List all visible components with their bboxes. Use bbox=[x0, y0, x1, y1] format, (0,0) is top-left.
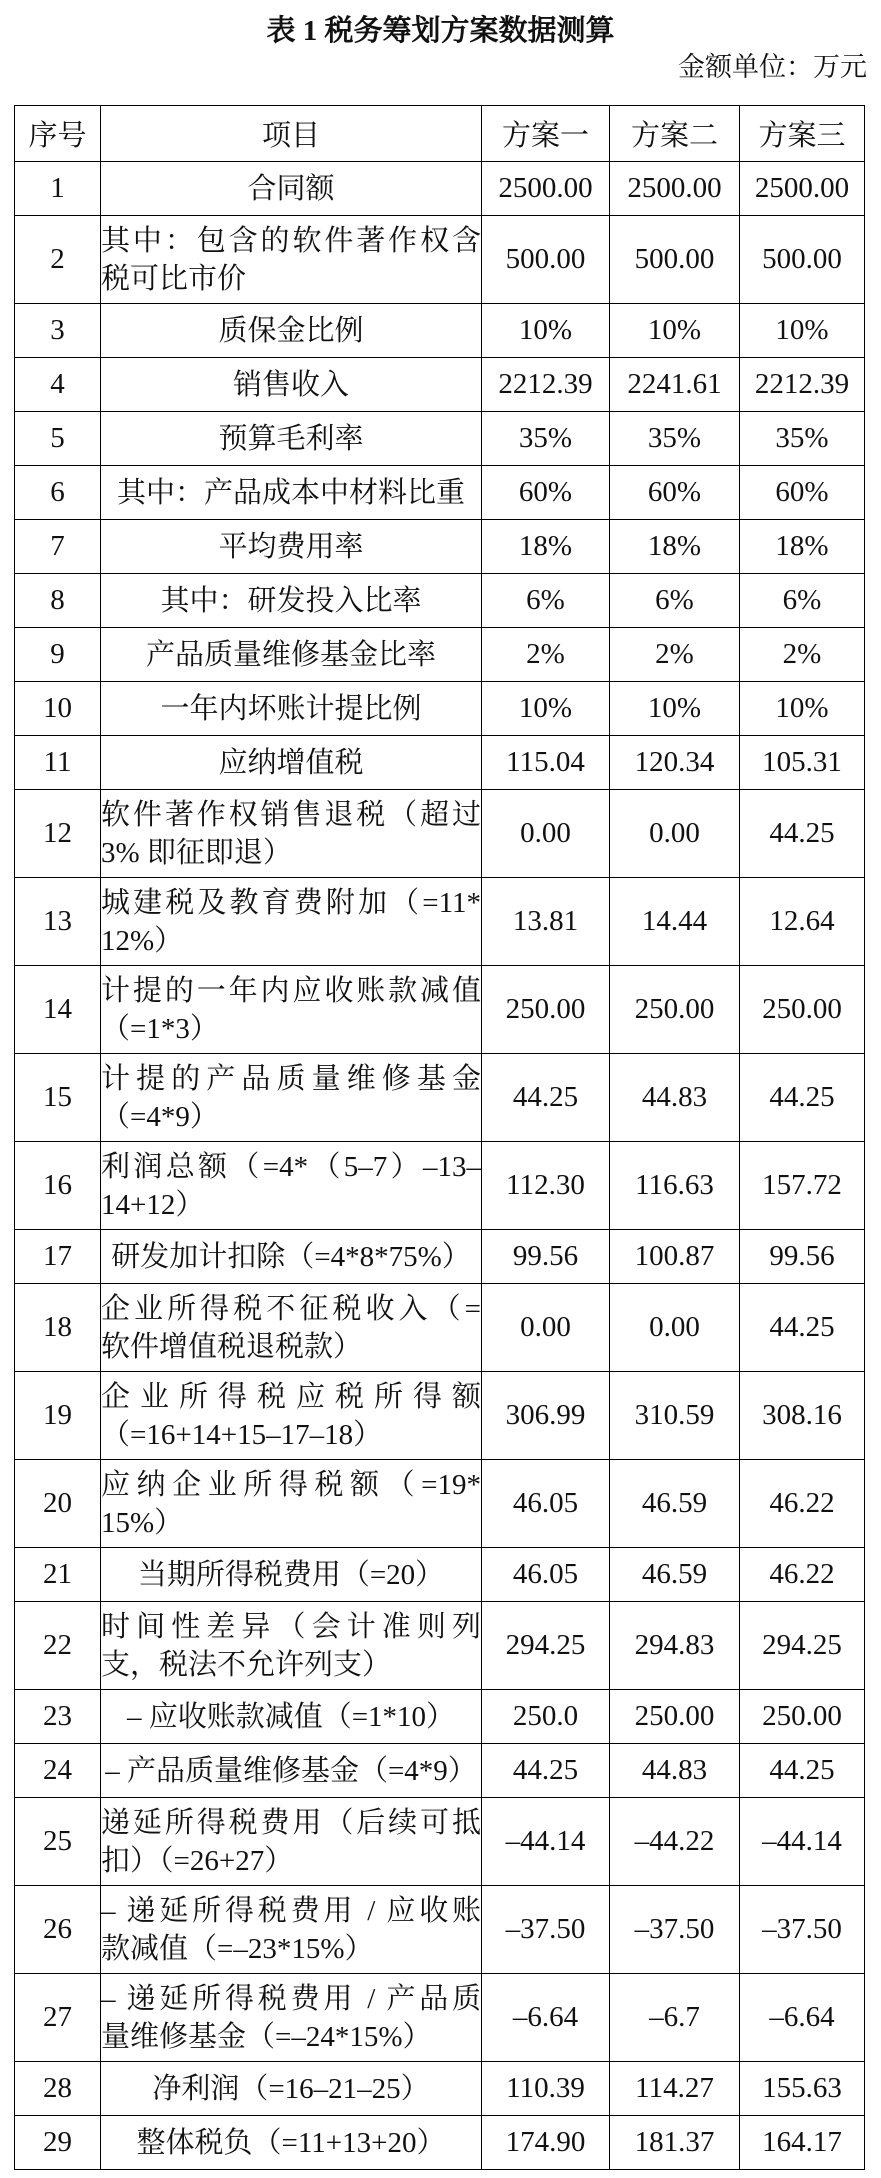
item-text-line: 企业所得税不征税收入（= bbox=[101, 1292, 481, 1325]
plan-2-value-cell: 10% bbox=[610, 682, 740, 736]
row-number-cell: 1 bbox=[15, 162, 101, 216]
plan-2-value-cell: –6.7 bbox=[610, 1974, 740, 2062]
table-row bbox=[15, 1054, 865, 1142]
plan-3-value-cell: 2500.00 bbox=[740, 162, 865, 216]
item-cell bbox=[101, 1974, 482, 2062]
row-number-cell: 23 bbox=[15, 1690, 101, 1744]
item-cell bbox=[101, 466, 482, 520]
row-number-cell: 26 bbox=[15, 1886, 101, 1974]
item-cell bbox=[101, 1744, 482, 1798]
item-cell bbox=[101, 1054, 482, 1142]
table-row bbox=[15, 1602, 865, 1690]
item-cell bbox=[101, 1230, 482, 1284]
item-text-line: 支，税法不允许列支） bbox=[101, 1648, 392, 1681]
item-text-line: 平均费用率 bbox=[218, 530, 364, 563]
row-number-cell: 4 bbox=[15, 358, 101, 412]
item-text-line: 应纳企业所得税额（=19* bbox=[101, 1468, 481, 1501]
plan-2-value-cell: –37.50 bbox=[610, 1886, 740, 1974]
plan-2-value-cell: 116.63 bbox=[610, 1142, 740, 1230]
row-number-cell: 24 bbox=[15, 1744, 101, 1798]
item-cell bbox=[101, 1798, 482, 1886]
plan-3-value-cell: 2% bbox=[740, 628, 865, 682]
plan-1-value-cell: 110.39 bbox=[482, 2062, 610, 2116]
item-text-line: – 递延所得税费用 / 产品质 bbox=[101, 1982, 481, 2015]
plan-1-value-cell: 18% bbox=[482, 520, 610, 574]
row-number-cell: 12 bbox=[15, 790, 101, 878]
plan-1-value-cell: 13.81 bbox=[482, 878, 610, 966]
table-row bbox=[15, 1744, 865, 1798]
row-number-cell: 2 bbox=[15, 216, 101, 304]
table-row bbox=[15, 2116, 865, 2170]
plan-1-value-cell: 115.04 bbox=[482, 736, 610, 790]
item-text-line: 计提的一年内应收账款减值 bbox=[101, 974, 481, 1007]
plan-3-value-cell: 500.00 bbox=[740, 216, 865, 304]
plan-2-value-cell: 250.00 bbox=[610, 966, 740, 1054]
item-text-line: 其中：产品成本中材料比重 bbox=[116, 476, 465, 509]
plan-3-value-cell: 35% bbox=[740, 412, 865, 466]
plan-2-value-cell: 44.83 bbox=[610, 1054, 740, 1142]
item-text-line: （=1*3） bbox=[101, 1012, 219, 1045]
row-number-cell: 20 bbox=[15, 1460, 101, 1548]
plan-3-value-cell: 250.00 bbox=[740, 1690, 865, 1744]
plan-3-value-cell: 60% bbox=[740, 466, 865, 520]
table-row bbox=[15, 1690, 865, 1744]
plan-3-value-cell: 164.17 bbox=[740, 2116, 865, 2170]
item-text-line: 14+12） bbox=[101, 1188, 205, 1221]
row-number-cell: 27 bbox=[15, 1974, 101, 2062]
plan-1-value-cell: 10% bbox=[482, 304, 610, 358]
table-row bbox=[15, 1230, 865, 1284]
item-text-line: （=16+14+15–17–18） bbox=[101, 1418, 383, 1451]
table-row bbox=[15, 520, 865, 574]
item-text-line: 销售收入 bbox=[232, 368, 349, 401]
plan-3-value-cell: –6.64 bbox=[740, 1974, 865, 2062]
table-row bbox=[15, 1886, 865, 1974]
table-row bbox=[15, 1372, 865, 1460]
plan-2-value-cell: 46.59 bbox=[610, 1548, 740, 1602]
tax-planning-table bbox=[14, 105, 865, 2170]
row-number-cell: 13 bbox=[15, 878, 101, 966]
plan-2-value-cell: 6% bbox=[610, 574, 740, 628]
item-cell bbox=[101, 574, 482, 628]
plan-3-value-cell: 46.22 bbox=[740, 1460, 865, 1548]
plan-2-value-cell: 120.34 bbox=[610, 736, 740, 790]
header-plan-2: 方案二 bbox=[610, 106, 740, 162]
item-cell bbox=[101, 1460, 482, 1548]
plan-2-value-cell: 294.83 bbox=[610, 1602, 740, 1690]
plan-2-value-cell: 0.00 bbox=[610, 790, 740, 878]
table-header-row bbox=[15, 106, 865, 162]
plan-3-value-cell: 44.25 bbox=[740, 1284, 865, 1372]
plan-2-value-cell: 500.00 bbox=[610, 216, 740, 304]
item-text-line: 税可比市价 bbox=[101, 262, 247, 295]
table-row bbox=[15, 628, 865, 682]
plan-1-value-cell: 500.00 bbox=[482, 216, 610, 304]
header-plan-3: 方案三 bbox=[740, 106, 865, 162]
header-plan-1: 方案一 bbox=[482, 106, 610, 162]
item-cell bbox=[101, 790, 482, 878]
plan-1-value-cell: 60% bbox=[482, 466, 610, 520]
row-number-cell: 19 bbox=[15, 1372, 101, 1460]
plan-1-value-cell: 306.99 bbox=[482, 1372, 610, 1460]
plan-2-value-cell: 35% bbox=[610, 412, 740, 466]
plan-3-value-cell: 105.31 bbox=[740, 736, 865, 790]
row-number-cell: 11 bbox=[15, 736, 101, 790]
item-cell bbox=[101, 1690, 482, 1744]
item-text-line: 量维修基金（=–24*15%） bbox=[101, 2020, 432, 2053]
plan-1-value-cell: 2212.39 bbox=[482, 358, 610, 412]
item-cell bbox=[101, 2062, 482, 2116]
item-text-line: 研发加计扣除（=4*8*75%） bbox=[111, 1240, 471, 1273]
item-text-line: – 递延所得税费用 / 应收账 bbox=[101, 1894, 481, 1927]
header-item: 项目 bbox=[101, 106, 482, 162]
plan-3-value-cell: –44.14 bbox=[740, 1798, 865, 1886]
item-text-line: – 产品质量维修基金（=4*9） bbox=[105, 1754, 477, 1787]
item-cell bbox=[101, 520, 482, 574]
item-text-line: 净利润（=16–21–25） bbox=[152, 2072, 430, 2105]
item-text-line: 款减值（=–23*15%） bbox=[101, 1932, 374, 1965]
row-number-cell: 7 bbox=[15, 520, 101, 574]
item-cell bbox=[101, 216, 482, 304]
plan-3-value-cell: 6% bbox=[740, 574, 865, 628]
item-cell bbox=[101, 1886, 482, 1974]
plan-2-value-cell: 60% bbox=[610, 466, 740, 520]
plan-1-value-cell: 250.0 bbox=[482, 1690, 610, 1744]
table-row bbox=[15, 574, 865, 628]
table-row bbox=[15, 358, 865, 412]
table-row bbox=[15, 966, 865, 1054]
row-number-cell: 25 bbox=[15, 1798, 101, 1886]
row-number-cell: 16 bbox=[15, 1142, 101, 1230]
row-number-cell: 29 bbox=[15, 2116, 101, 2170]
item-cell bbox=[101, 966, 482, 1054]
row-number-cell: 5 bbox=[15, 412, 101, 466]
plan-2-value-cell: 181.37 bbox=[610, 2116, 740, 2170]
plan-1-value-cell: 44.25 bbox=[482, 1054, 610, 1142]
item-text-line: 递延所得税费用（后续可抵 bbox=[101, 1806, 481, 1839]
plan-1-value-cell: 0.00 bbox=[482, 790, 610, 878]
item-text-line: （=4*9） bbox=[101, 1100, 219, 1133]
plan-1-value-cell: –44.14 bbox=[482, 1798, 610, 1886]
item-cell bbox=[101, 682, 482, 736]
plan-1-value-cell: 112.30 bbox=[482, 1142, 610, 1230]
plan-1-value-cell: 2% bbox=[482, 628, 610, 682]
item-text-line: 城建税及教育费附加（=11* bbox=[101, 886, 481, 919]
item-cell bbox=[101, 1142, 482, 1230]
plan-3-value-cell: 44.25 bbox=[740, 1744, 865, 1798]
table-body bbox=[15, 162, 865, 2170]
row-number-cell: 15 bbox=[15, 1054, 101, 1142]
item-text-line: 预算毛利率 bbox=[218, 422, 364, 455]
item-cell bbox=[101, 1284, 482, 1372]
plan-2-value-cell: 0.00 bbox=[610, 1284, 740, 1372]
item-text-line: 利润总额（=4*（5–7）–13– bbox=[101, 1150, 481, 1183]
item-text-line: 时间性差异（会计准则列 bbox=[101, 1610, 481, 1643]
item-text-line: 一年内坏账计提比例 bbox=[160, 692, 422, 725]
table-row bbox=[15, 1974, 865, 2062]
plan-3-value-cell: 155.63 bbox=[740, 2062, 865, 2116]
plan-1-value-cell: 44.25 bbox=[482, 1744, 610, 1798]
table-row bbox=[15, 1798, 865, 1886]
row-number-cell: 22 bbox=[15, 1602, 101, 1690]
table-row bbox=[15, 1284, 865, 1372]
plan-1-value-cell: 99.56 bbox=[482, 1230, 610, 1284]
plan-3-value-cell: 18% bbox=[740, 520, 865, 574]
row-number-cell: 3 bbox=[15, 304, 101, 358]
table-row bbox=[15, 736, 865, 790]
table-row bbox=[15, 1460, 865, 1548]
item-text-line: – 应收账款减值（=1*10） bbox=[126, 1700, 456, 1733]
item-text-line: 当期所得税费用（=20） bbox=[137, 1558, 445, 1591]
plan-3-value-cell: 308.16 bbox=[740, 1372, 865, 1460]
item-cell bbox=[101, 1372, 482, 1460]
plan-2-value-cell: 14.44 bbox=[610, 878, 740, 966]
plan-1-value-cell: 2500.00 bbox=[482, 162, 610, 216]
plan-2-value-cell: 100.87 bbox=[610, 1230, 740, 1284]
plan-1-value-cell: 10% bbox=[482, 682, 610, 736]
item-text-line: 企业所得税应税所得额 bbox=[101, 1380, 481, 1413]
table-row bbox=[15, 412, 865, 466]
item-cell bbox=[101, 412, 482, 466]
plan-1-value-cell: 250.00 bbox=[482, 966, 610, 1054]
unit-note: 金额单位：万元 bbox=[678, 52, 867, 82]
plan-2-value-cell: 250.00 bbox=[610, 1690, 740, 1744]
item-text-line: 计提的产品质量维修基金 bbox=[101, 1062, 481, 1095]
plan-1-value-cell: 46.05 bbox=[482, 1548, 610, 1602]
plan-2-value-cell: 18% bbox=[610, 520, 740, 574]
plan-3-value-cell: 294.25 bbox=[740, 1602, 865, 1690]
item-text-line: 产品质量维修基金比率 bbox=[145, 638, 436, 671]
plan-2-value-cell: –44.22 bbox=[610, 1798, 740, 1886]
plan-1-value-cell: –6.64 bbox=[482, 1974, 610, 2062]
item-text-line: 12%） bbox=[101, 924, 184, 957]
item-cell bbox=[101, 162, 482, 216]
item-text-line: 3% 即征即退） bbox=[101, 836, 292, 869]
item-cell bbox=[101, 878, 482, 966]
table-row bbox=[15, 162, 865, 216]
plan-3-value-cell: 10% bbox=[740, 682, 865, 736]
item-text-line: 质保金比例 bbox=[218, 314, 364, 347]
row-number-cell: 6 bbox=[15, 466, 101, 520]
table-title: 表 1 税务筹划方案数据测算 bbox=[266, 15, 615, 47]
plan-3-value-cell: 157.72 bbox=[740, 1142, 865, 1230]
table-row bbox=[15, 790, 865, 878]
item-text-line: 其中：研发投入比率 bbox=[160, 584, 422, 617]
plan-2-value-cell: 2241.61 bbox=[610, 358, 740, 412]
item-cell bbox=[101, 358, 482, 412]
plan-1-value-cell: 294.25 bbox=[482, 1602, 610, 1690]
item-cell bbox=[101, 1602, 482, 1690]
plan-1-value-cell: 174.90 bbox=[482, 2116, 610, 2170]
plan-3-value-cell: –37.50 bbox=[740, 1886, 865, 1974]
item-text-line: 15%） bbox=[101, 1506, 184, 1539]
plan-1-value-cell: –37.50 bbox=[482, 1886, 610, 1974]
plan-3-value-cell: 44.25 bbox=[740, 1054, 865, 1142]
plan-3-value-cell: 99.56 bbox=[740, 1230, 865, 1284]
table-row bbox=[15, 1142, 865, 1230]
plan-2-value-cell: 46.59 bbox=[610, 1460, 740, 1548]
item-text-line: 软件增值税退税款） bbox=[101, 1330, 363, 1363]
plan-3-value-cell: 2212.39 bbox=[740, 358, 865, 412]
plan-2-value-cell: 2500.00 bbox=[610, 162, 740, 216]
table-row bbox=[15, 682, 865, 736]
plan-1-value-cell: 0.00 bbox=[482, 1284, 610, 1372]
plan-3-value-cell: 44.25 bbox=[740, 790, 865, 878]
item-text-line: 其中：包含的软件著作权含 bbox=[101, 224, 481, 257]
item-cell bbox=[101, 1548, 482, 1602]
item-text-line: 扣）（=26+27） bbox=[101, 1844, 294, 1877]
plan-2-value-cell: 2% bbox=[610, 628, 740, 682]
row-number-cell: 28 bbox=[15, 2062, 101, 2116]
item-text-line: 应纳增值税 bbox=[218, 746, 364, 779]
item-cell bbox=[101, 628, 482, 682]
item-cell bbox=[101, 304, 482, 358]
table-row bbox=[15, 216, 865, 304]
table-row bbox=[15, 878, 865, 966]
plan-3-value-cell: 250.00 bbox=[740, 966, 865, 1054]
item-cell bbox=[101, 2116, 482, 2170]
plan-2-value-cell: 10% bbox=[610, 304, 740, 358]
item-text-line: 整体税负（=11+13+20） bbox=[136, 2126, 446, 2159]
plan-2-value-cell: 44.83 bbox=[610, 1744, 740, 1798]
table-row bbox=[15, 2062, 865, 2116]
plan-1-value-cell: 35% bbox=[482, 412, 610, 466]
row-number-cell: 8 bbox=[15, 574, 101, 628]
header-row-number: 序号 bbox=[15, 106, 101, 162]
row-number-cell: 10 bbox=[15, 682, 101, 736]
item-cell bbox=[101, 736, 482, 790]
table-row bbox=[15, 466, 865, 520]
plan-3-value-cell: 10% bbox=[740, 304, 865, 358]
row-number-cell: 9 bbox=[15, 628, 101, 682]
plan-1-value-cell: 46.05 bbox=[482, 1460, 610, 1548]
plan-2-value-cell: 310.59 bbox=[610, 1372, 740, 1460]
item-text-line: 软件著作权销售退税（超过 bbox=[101, 798, 481, 831]
row-number-cell: 18 bbox=[15, 1284, 101, 1372]
row-number-cell: 14 bbox=[15, 966, 101, 1054]
item-text-line: 合同额 bbox=[247, 172, 335, 205]
plan-1-value-cell: 6% bbox=[482, 574, 610, 628]
table-row bbox=[15, 1548, 865, 1602]
table-row bbox=[15, 304, 865, 358]
plan-2-value-cell: 114.27 bbox=[610, 2062, 740, 2116]
plan-3-value-cell: 12.64 bbox=[740, 878, 865, 966]
row-number-cell: 21 bbox=[15, 1548, 101, 1602]
plan-3-value-cell: 46.22 bbox=[740, 1548, 865, 1602]
row-number-cell: 17 bbox=[15, 1230, 101, 1284]
